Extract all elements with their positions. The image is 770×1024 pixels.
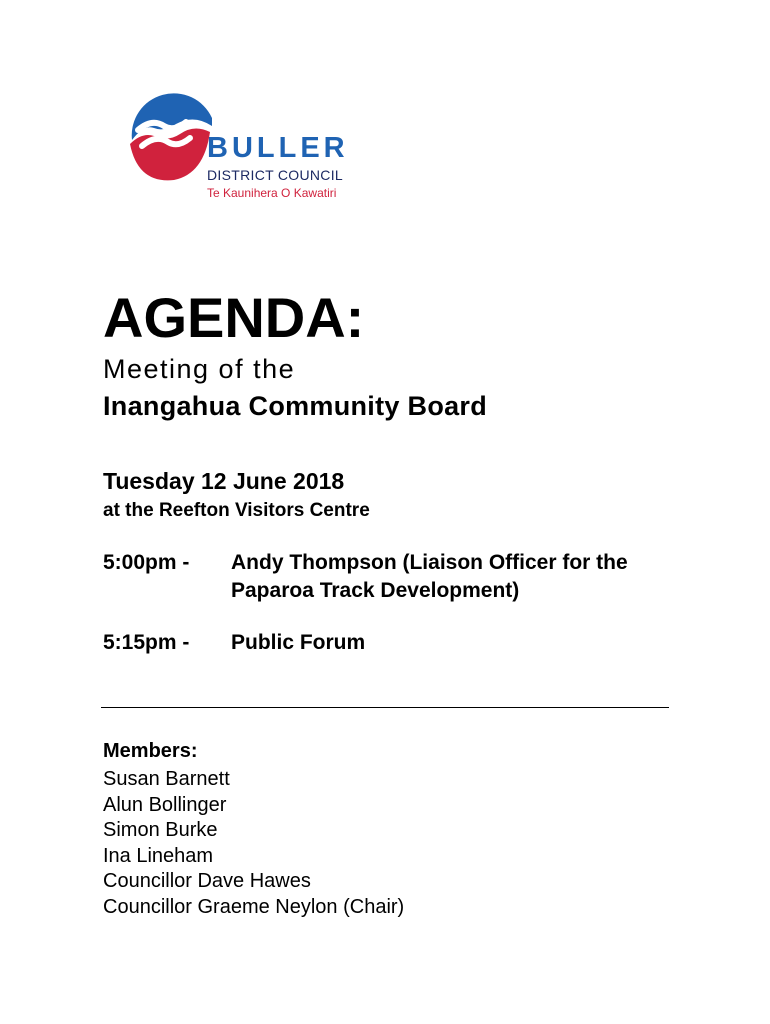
schedule-item bbox=[103, 549, 723, 609]
member-name: Ina Lineham bbox=[103, 844, 214, 867]
council-emblem-icon bbox=[124, 88, 214, 184]
member-name: Councillor Graeme Neylon (Chair) bbox=[103, 895, 405, 918]
meeting-of-label: Meeting of the bbox=[103, 354, 296, 384]
org-maori-name: Te Kaunihera O Kawatiri bbox=[207, 186, 337, 200]
schedule-description: Public Forum bbox=[231, 631, 366, 654]
board-name: Inangahua Community Board bbox=[103, 391, 488, 421]
members-heading: Members: bbox=[103, 740, 198, 762]
org-subtitle: DISTRICT COUNCIL bbox=[207, 167, 343, 183]
schedule-time: 5:00pm - bbox=[103, 551, 190, 574]
schedule-item bbox=[103, 629, 723, 659]
schedule-description: Andy Thompson (Liaison Officer for the Paparoa Track Development) bbox=[231, 551, 628, 602]
org-name: BULLER bbox=[207, 132, 349, 164]
meeting-date: Tuesday 12 June 2018 bbox=[103, 468, 345, 494]
council-logo bbox=[124, 88, 364, 208]
member-name: Simon Burke bbox=[103, 819, 218, 841]
member-name: Councillor Dave Hawes bbox=[103, 870, 311, 892]
schedule-time: 5:15pm - bbox=[103, 631, 190, 654]
member-name: Susan Barnett bbox=[103, 768, 230, 790]
members-list bbox=[103, 767, 404, 920]
divider bbox=[101, 707, 669, 708]
member-name: Alun Bollinger bbox=[103, 793, 227, 816]
page-title: AGENDA: bbox=[103, 286, 365, 349]
meeting-venue: at the Reefton Visitors Centre bbox=[103, 500, 370, 521]
